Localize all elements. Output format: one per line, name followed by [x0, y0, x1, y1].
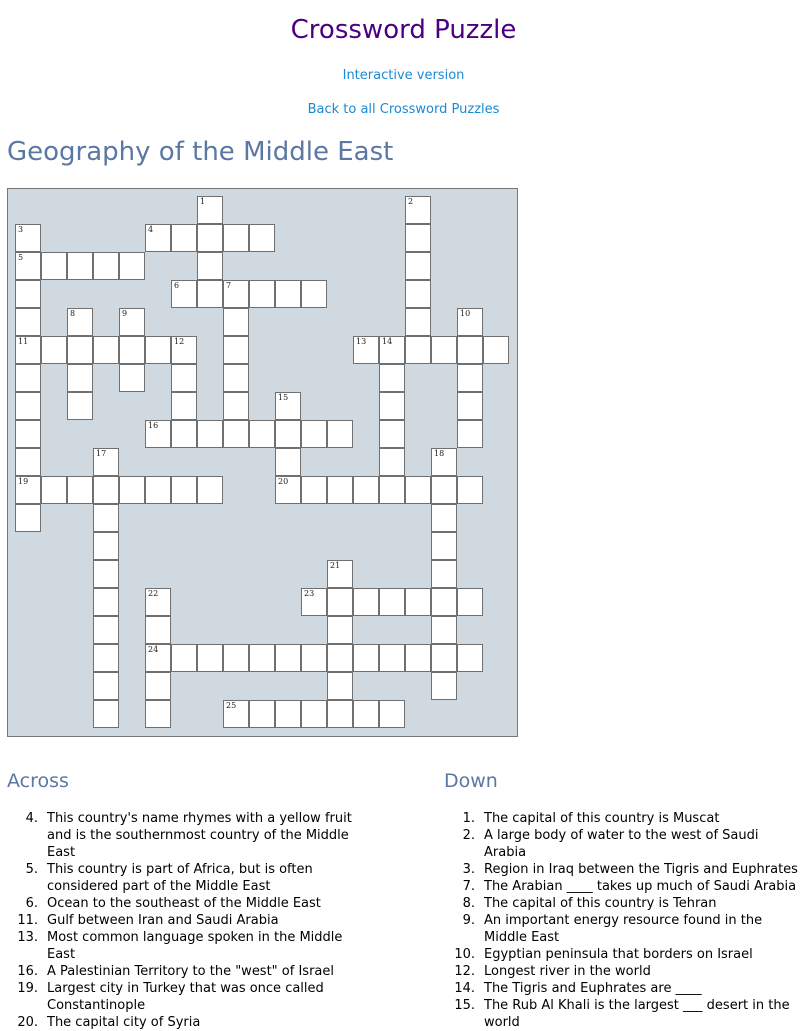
grid-cell	[119, 336, 145, 364]
clue-number: 7.	[462, 879, 475, 894]
grid-cell	[15, 448, 41, 476]
clue-text: Longest river in the world	[484, 964, 651, 979]
grid-cell	[301, 644, 327, 672]
grid-cell	[275, 644, 301, 672]
grid-cell	[405, 644, 431, 672]
grid-cell	[327, 588, 353, 616]
clue-number: 14.	[454, 981, 475, 996]
grid-cell	[15, 224, 41, 252]
clue-text: The Rub Al Khali is the largest ___ desert in the world	[484, 998, 790, 1030]
grid-cell	[249, 224, 275, 252]
grid-cell	[327, 672, 353, 700]
grid-cell	[405, 588, 431, 616]
grid-cell	[223, 700, 249, 728]
grid-cell	[379, 448, 405, 476]
grid-cell	[67, 476, 93, 504]
grid-cell	[93, 560, 119, 588]
grid-cell	[41, 476, 67, 504]
clue-number: 13	[356, 337, 367, 346]
grid-cell	[353, 644, 379, 672]
grid-cell	[223, 644, 249, 672]
grid-cell	[93, 644, 119, 672]
clue-number: 22	[148, 589, 159, 598]
across-clue	[8, 1014, 358, 1031]
grid-cell	[171, 364, 197, 392]
down-clue-list	[445, 810, 800, 1031]
grid-cell	[93, 532, 119, 560]
clue-number: 6.	[25, 896, 38, 911]
grid-cell	[275, 280, 301, 308]
grid-cell	[145, 420, 171, 448]
clue-number: 3.	[462, 862, 475, 877]
grid-cell	[171, 336, 197, 364]
grid-cell	[171, 392, 197, 420]
grid-cell	[119, 308, 145, 336]
clue-number: 9.	[462, 913, 475, 928]
grid-cell	[197, 196, 223, 224]
grid-cell	[301, 420, 327, 448]
grid-cell	[379, 700, 405, 728]
across-clue	[8, 810, 358, 861]
grid-cell	[379, 392, 405, 420]
clue-number: 13.	[17, 930, 38, 945]
grid-cell	[379, 364, 405, 392]
across-clue	[8, 963, 358, 980]
grid-cell	[15, 308, 41, 336]
clue-number: 23	[304, 589, 315, 598]
grid-cell	[457, 364, 483, 392]
grid-cell	[197, 280, 223, 308]
grid-cell	[223, 280, 249, 308]
down-clue	[445, 963, 800, 980]
clue-number: 12	[174, 337, 185, 346]
grid-cell	[171, 644, 197, 672]
across-clue	[8, 861, 358, 895]
grid-cell	[431, 504, 457, 532]
down-clue	[445, 912, 800, 946]
grid-cell	[93, 448, 119, 476]
grid-cell	[379, 336, 405, 364]
grid-cell	[93, 700, 119, 728]
grid-cell	[197, 224, 223, 252]
clue-text: Gulf between Iran and Saudi Arabia	[47, 913, 279, 928]
grid-cell	[275, 392, 301, 420]
grid-cell	[93, 336, 119, 364]
grid-cell	[171, 224, 197, 252]
grid-cell	[171, 420, 197, 448]
clue-number: 5	[18, 253, 24, 262]
clue-number: 11	[18, 337, 29, 346]
grid-cell	[145, 336, 171, 364]
clue-number: 7	[226, 281, 232, 290]
grid-cell	[15, 280, 41, 308]
grid-cell	[457, 476, 483, 504]
down-clue	[445, 895, 800, 912]
clue-number: 9	[122, 309, 128, 318]
across-clue	[8, 929, 358, 963]
grid-cell	[197, 476, 223, 504]
down-clue	[445, 878, 800, 895]
grid-cell	[353, 476, 379, 504]
grid-cell	[15, 420, 41, 448]
clue-number: 1.	[462, 811, 475, 826]
across-heading: Across	[7, 770, 69, 792]
interactive-version-link[interactable]: Interactive version	[342, 68, 465, 83]
clue-number: 17	[96, 449, 107, 458]
grid-cell	[249, 280, 275, 308]
clue-number: 8	[70, 309, 76, 318]
grid-cell	[197, 420, 223, 448]
clue-number: 16	[148, 421, 159, 430]
clue-text: A large body of water to the west of Saudi Arabia	[484, 828, 759, 860]
grid-cell	[405, 224, 431, 252]
grid-cell	[15, 364, 41, 392]
grid-cell	[301, 588, 327, 616]
grid-cell	[145, 644, 171, 672]
site-title: Crossword Puzzle	[290, 15, 517, 45]
grid-cell	[327, 560, 353, 588]
down-clue	[445, 827, 800, 861]
grid-cell	[67, 392, 93, 420]
clue-text: Largest city in Turkey that was once called Constantinople	[47, 981, 324, 1013]
grid-cell	[275, 420, 301, 448]
grid-cell	[145, 588, 171, 616]
clue-text: The Arabian ____ takes up much of Saudi Arabia	[484, 879, 797, 894]
clue-text: Region in Iraq between the Tigris and Euphrates	[484, 862, 798, 877]
grid-cell	[223, 308, 249, 336]
grid-cell	[457, 420, 483, 448]
grid-cell	[223, 336, 249, 364]
clue-text: This country's name rhymes with a yellow fruit and is the southernmost country of the Middle East	[47, 811, 352, 860]
grid-cell	[275, 476, 301, 504]
grid-cell	[379, 420, 405, 448]
grid-cell	[457, 644, 483, 672]
grid-cell	[327, 700, 353, 728]
clue-number: 6	[174, 281, 180, 290]
grid-cell	[301, 700, 327, 728]
grid-cell	[93, 616, 119, 644]
across-clue	[8, 912, 358, 929]
clue-number: 8.	[462, 896, 475, 911]
clue-text: The capital city of Syria	[47, 1015, 201, 1030]
grid-cell	[431, 532, 457, 560]
grid-cell	[457, 308, 483, 336]
clue-text: An important energy resource found in the Middle East	[484, 913, 763, 945]
clue-text: A Palestinian Territory to the "west" of Israel	[47, 964, 334, 979]
down-clue	[445, 946, 800, 963]
grid-cell	[379, 644, 405, 672]
grid-cell	[15, 504, 41, 532]
clue-number: 19.	[17, 981, 38, 996]
down-clue	[445, 810, 800, 827]
grid-cell	[353, 588, 379, 616]
clue-number: 4.	[25, 811, 38, 826]
grid-cell	[431, 448, 457, 476]
grid-cell	[171, 280, 197, 308]
across-clue	[8, 895, 358, 912]
grid-cell	[67, 252, 93, 280]
clue-number: 12.	[454, 964, 475, 979]
clue-number: 2.	[462, 828, 475, 843]
grid-cell	[249, 700, 275, 728]
clue-number: 10	[460, 309, 471, 318]
grid-cell	[483, 336, 509, 364]
clue-text: The capital of this country is Tehran	[484, 896, 717, 911]
grid-cell	[197, 252, 223, 280]
grid-cell	[171, 476, 197, 504]
grid-cell	[145, 672, 171, 700]
grid-cell	[197, 644, 223, 672]
grid-cell	[93, 588, 119, 616]
grid-cell	[431, 616, 457, 644]
clue-number: 1	[200, 197, 206, 206]
grid-cell	[379, 588, 405, 616]
grid-cell	[431, 672, 457, 700]
clue-number: 19	[18, 477, 29, 486]
grid-cell	[249, 420, 275, 448]
grid-cell	[327, 644, 353, 672]
grid-cell	[431, 336, 457, 364]
grid-cell	[145, 616, 171, 644]
grid-cell	[15, 336, 41, 364]
grid-cell	[405, 280, 431, 308]
grid-cell	[327, 616, 353, 644]
clue-text: The capital of this country is Muscat	[484, 811, 720, 826]
grid-cell	[67, 336, 93, 364]
grid-cell	[93, 672, 119, 700]
clue-text: Ocean to the southeast of the Middle East	[47, 896, 321, 911]
clue-text: This country is part of Africa, but is often considered part of the Middle East	[47, 862, 313, 894]
clue-number: 14	[382, 337, 393, 346]
grid-cell	[145, 224, 171, 252]
down-heading: Down	[444, 770, 498, 792]
grid-cell	[145, 700, 171, 728]
grid-cell	[41, 252, 67, 280]
grid-cell	[119, 476, 145, 504]
grid-cell	[405, 252, 431, 280]
grid-cell	[353, 700, 379, 728]
grid-cell	[15, 252, 41, 280]
clue-number: 15.	[454, 998, 475, 1013]
grid-cell	[67, 308, 93, 336]
down-clue	[445, 861, 800, 878]
grid-cell	[119, 252, 145, 280]
clue-number: 10.	[454, 947, 475, 962]
grid-cell	[275, 448, 301, 476]
grid-cell	[145, 476, 171, 504]
clue-number: 20	[278, 477, 289, 486]
grid-cell	[327, 420, 353, 448]
grid-cell	[379, 476, 405, 504]
grid-cell	[457, 588, 483, 616]
clue-number: 25	[226, 701, 237, 710]
grid-cell	[431, 588, 457, 616]
grid-cell	[67, 364, 93, 392]
grid-cell	[405, 476, 431, 504]
grid-cell	[15, 392, 41, 420]
grid-cell	[301, 280, 327, 308]
grid-cell	[15, 476, 41, 504]
grid-cell	[93, 476, 119, 504]
grid-cell	[353, 336, 379, 364]
clue-number: 21	[330, 561, 341, 570]
grid-cell	[457, 392, 483, 420]
clue-number: 15	[278, 393, 289, 402]
grid-cell	[431, 644, 457, 672]
grid-cell	[249, 644, 275, 672]
back-to-puzzles-link[interactable]: Back to all Crossword Puzzles	[307, 102, 500, 117]
clue-text: Egyptian peninsula that borders on Israel	[484, 947, 753, 962]
clue-number: 3	[18, 225, 24, 234]
down-clue	[445, 997, 800, 1031]
grid-cell	[275, 700, 301, 728]
clue-number: 20.	[17, 1015, 38, 1030]
grid-cell	[431, 560, 457, 588]
across-clue-list	[8, 810, 358, 1031]
clue-number: 18	[434, 449, 445, 458]
grid-cell	[223, 364, 249, 392]
grid-cell	[405, 336, 431, 364]
grid-cell	[93, 252, 119, 280]
clue-number: 16.	[17, 964, 38, 979]
crossword-grid	[7, 188, 518, 737]
clue-number: 2	[408, 197, 414, 206]
grid-cell	[327, 476, 353, 504]
grid-cell	[457, 336, 483, 364]
grid-cell	[41, 336, 67, 364]
grid-cell	[301, 476, 327, 504]
grid-cell	[93, 504, 119, 532]
across-clue	[8, 980, 358, 1014]
clue-text: The Tigris and Euphrates are ____	[484, 981, 702, 996]
grid-cell	[223, 392, 249, 420]
clue-number: 4	[148, 225, 154, 234]
grid-cell	[405, 308, 431, 336]
clue-number: 24	[148, 645, 159, 654]
grid-cell	[119, 364, 145, 392]
grid-cell	[223, 420, 249, 448]
puzzle-title: Geography of the Middle East	[7, 137, 394, 167]
down-clue	[445, 980, 800, 997]
clue-number: 11.	[17, 913, 38, 928]
grid-cell	[431, 476, 457, 504]
grid-cell	[223, 224, 249, 252]
clue-text: Most common language spoken in the Middle East	[47, 930, 343, 962]
clue-number: 5.	[25, 862, 38, 877]
grid-cell	[405, 196, 431, 224]
